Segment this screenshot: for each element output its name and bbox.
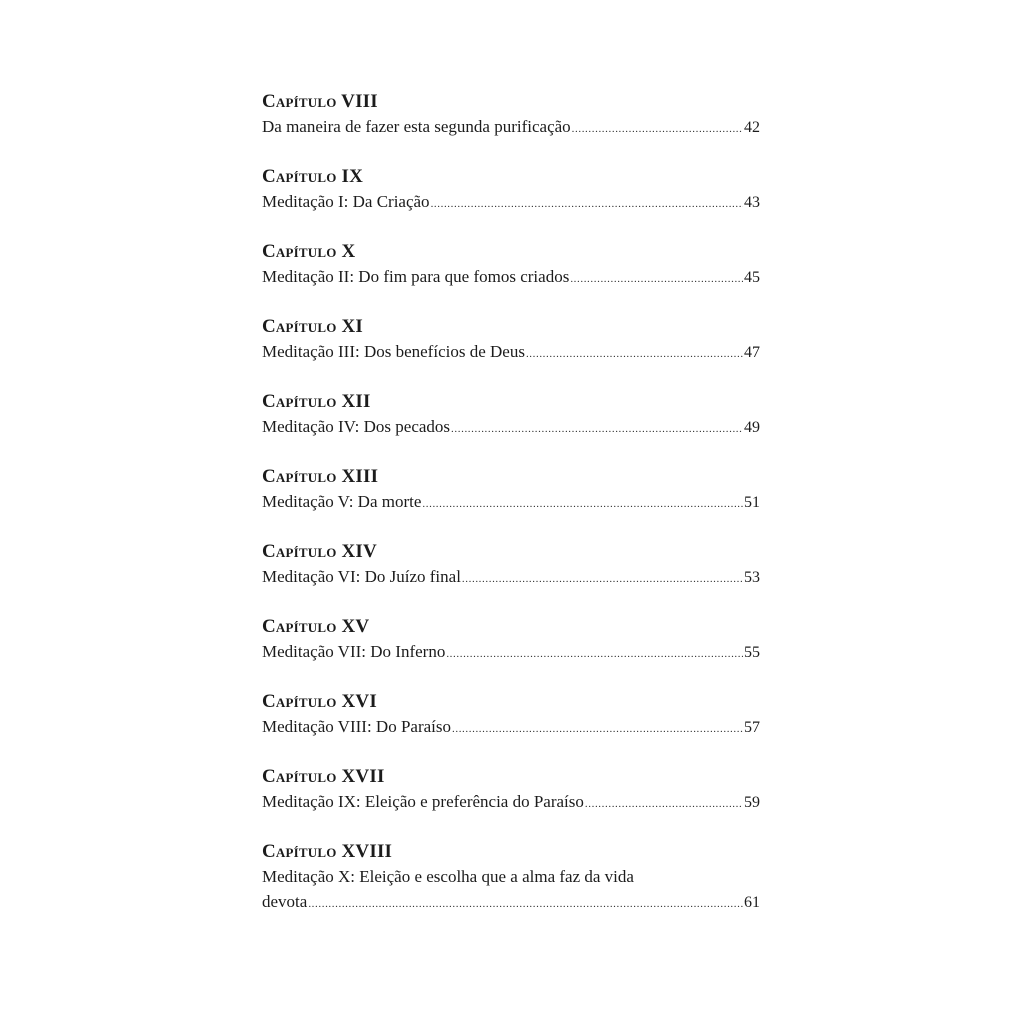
toc-entry <box>262 465 760 540</box>
chapter-prefix: Capítulo <box>262 691 337 712</box>
chapter-heading <box>262 690 760 714</box>
chapter-number: XI <box>341 316 364 337</box>
dot-leader <box>308 892 743 917</box>
chapter-prefix: Capítulo <box>262 466 337 487</box>
chapter-prefix: Capítulo <box>262 316 337 337</box>
entry-title: Meditação IX: Eleição e preferência do Paraíso <box>262 792 584 811</box>
entry-title: Meditação VI: Do Juízo final <box>262 567 461 586</box>
toc-line[interactable] <box>262 189 760 214</box>
toc-entry <box>262 540 760 615</box>
chapter-heading <box>262 165 760 189</box>
toc-entry <box>262 765 760 840</box>
toc-entry <box>262 690 760 765</box>
chapter-prefix: Capítulo <box>262 616 337 637</box>
chapter-prefix: Capítulo <box>262 541 337 562</box>
dot-leader <box>451 417 743 442</box>
dot-leader <box>422 492 743 517</box>
entry-title-line-1[interactable]: Meditação X: Eleição e escolha que a alma faz da vida <box>262 867 634 886</box>
chapter-number: VIII <box>341 91 378 112</box>
chapter-number: XIV <box>341 541 377 562</box>
chapter-heading <box>262 840 760 864</box>
chapter-heading <box>262 615 760 639</box>
toc-line[interactable] <box>262 114 760 139</box>
entry-title: Meditação III: Dos benefícios de Deus <box>262 342 525 361</box>
entry-title: Meditação VIII: Do Paraíso <box>262 717 451 736</box>
dot-leader <box>462 567 743 592</box>
entry-title: Meditação I: Da Criação <box>262 192 430 211</box>
chapter-prefix: Capítulo <box>262 766 337 787</box>
toc-line[interactable] <box>262 639 760 664</box>
page-number: 61 <box>744 894 760 911</box>
page-number: 55 <box>744 644 760 661</box>
page-number: 47 <box>744 344 760 361</box>
chapter-number: XV <box>341 616 370 637</box>
entry-title-line-2: devota <box>262 892 308 911</box>
toc-line[interactable] <box>262 714 760 739</box>
dot-leader <box>452 717 743 742</box>
dot-leader <box>526 342 743 367</box>
toc-entry <box>262 390 760 465</box>
entry-title: Meditação VII: Do Inferno <box>262 642 446 661</box>
dot-leader <box>572 117 743 142</box>
page-number: 49 <box>744 419 760 436</box>
toc-line[interactable] <box>262 414 760 439</box>
toc-line[interactable] <box>262 789 760 814</box>
dot-leader <box>585 792 743 817</box>
chapter-prefix: Capítulo <box>262 391 337 412</box>
toc-entry <box>262 165 760 240</box>
toc-line[interactable] <box>262 489 760 514</box>
page-number: 57 <box>744 719 760 736</box>
chapter-prefix: Capítulo <box>262 241 337 262</box>
dot-leader <box>431 192 743 217</box>
page-number: 42 <box>744 119 760 136</box>
page-number: 45 <box>744 269 760 286</box>
chapter-heading <box>262 315 760 339</box>
toc-entry <box>262 840 760 915</box>
chapter-heading <box>262 90 760 114</box>
chapter-number: IX <box>341 166 364 187</box>
chapter-number: XIII <box>341 466 379 487</box>
chapter-heading <box>262 465 760 489</box>
chapter-number: XII <box>341 391 371 412</box>
entry-title: Da maneira de fazer esta segunda purificação <box>262 117 571 136</box>
page-number: 43 <box>744 194 760 211</box>
toc-entry <box>262 615 760 690</box>
page-number: 53 <box>744 569 760 586</box>
chapter-heading <box>262 240 760 264</box>
chapter-number: XVIII <box>341 841 393 862</box>
chapter-number: XVI <box>341 691 377 712</box>
chapter-heading <box>262 765 760 789</box>
toc-line[interactable] <box>262 264 760 289</box>
toc-entry <box>262 240 760 315</box>
dot-leader <box>446 642 743 667</box>
page-number: 59 <box>744 794 760 811</box>
page-number: 51 <box>744 494 760 511</box>
chapter-prefix: Capítulo <box>262 841 337 862</box>
dot-leader <box>570 267 743 292</box>
toc-line[interactable] <box>262 564 760 589</box>
chapter-heading <box>262 540 760 564</box>
chapter-number: X <box>341 241 356 262</box>
chapter-prefix: Capítulo <box>262 166 337 187</box>
chapter-number: XVII <box>341 766 385 787</box>
toc-line[interactable] <box>262 889 760 914</box>
toc-line[interactable] <box>262 339 760 364</box>
entry-title: Meditação IV: Dos pecados <box>262 417 451 436</box>
toc-entry <box>262 90 760 165</box>
table-of-contents <box>262 90 760 915</box>
entry-title: Meditação V: Da morte <box>262 492 422 511</box>
chapter-prefix: Capítulo <box>262 91 337 112</box>
chapter-heading <box>262 390 760 414</box>
toc-entry <box>262 315 760 390</box>
entry-title: Meditação II: Do fim para que fomos criados <box>262 267 570 286</box>
